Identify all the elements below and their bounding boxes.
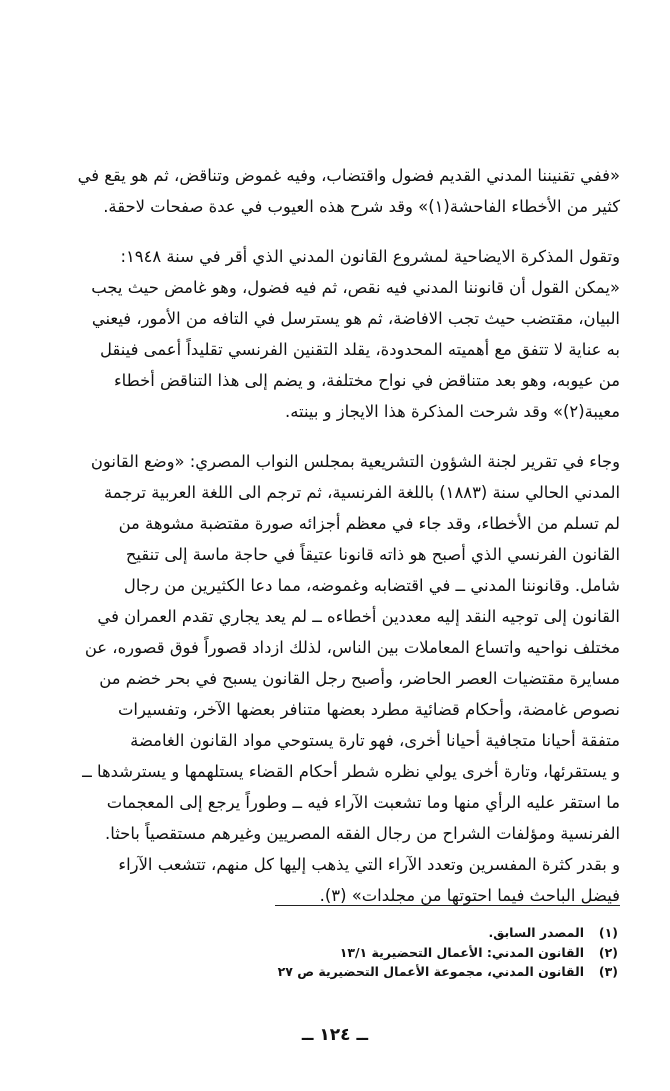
text-line: القانون إلى توجيه النقد إليه معددين أخطاءه ــ لم يعد يجاري تقدم العمران في	[97, 607, 620, 626]
footnote-2	[58, 943, 618, 963]
text-line: «يمكن القول أن قانوننا المدني فيه نقص، ثم فيه فضول، وهو غامض حيث يجب	[91, 278, 620, 297]
paragraph-2	[50, 241, 620, 427]
text-line: كثير من الأخطاء الفاحشة(١)» وقد شرح هذه العيوب في عدة صفحات لاحقة.	[103, 197, 620, 216]
paragraph-3	[50, 446, 620, 911]
text-line: به عناية لا تتفق مع أهميته المحدودة، يقلد التقنين الفرنسي تقليداً أعمى فينقل	[100, 340, 620, 359]
footnote-text: المصدر السابق.	[488, 925, 584, 940]
text-line: من عيوبه، وهو بعد متناقض في نواح مختلفة، و يضم إلى هذا التناقض أخطاء	[113, 371, 620, 390]
footnote-3	[58, 962, 618, 982]
text-line: معيبة(٢)» وقد شرحت المذكرة هذا الايجاز و بينته.	[285, 402, 620, 421]
text-line: نصوص غامضة، وأحكام قضائية مطرد بعضها متنافر بعضها الآخر، وتفسيرات	[117, 700, 620, 719]
text-line: مختلف نواحيه واتساع المعاملات بين الناس، لذلك ازداد قصوراً فوق قصوره، عن	[84, 638, 620, 657]
footnote-1	[58, 923, 618, 943]
text-line: لم تسلم من الأخطاء، وقد جاء في معظم أجزائه صورة مقتضبة مشوهة من	[118, 514, 620, 533]
paragraph-1	[50, 160, 620, 222]
text-line: الفرنسية ومؤلفات الشراح من رجال الفقه المصريين وغيرهم مستقصياً باحثا.	[105, 824, 620, 843]
main-text	[50, 160, 620, 911]
footnote-divider	[275, 905, 620, 906]
footnotes	[58, 923, 618, 982]
text-line: المدني الحالي سنة (١٨٨٣) باللغة الفرنسية، ثم ترجم الى اللغة العربية ترجمة	[104, 483, 620, 502]
footnote-number: (٢)	[598, 944, 618, 960]
footnote-text: القانون المدني، مجموعة الأعمال التحضيرية ص ٢٧	[277, 964, 584, 979]
text-line: شامل. وقانوننا المدني ــ في اقتضابه وغموضه، مما دعا الكثيرين من رجال	[123, 576, 620, 595]
text-line: فيضل الباحث فيما احتوتها من مجلدات» (٣).	[319, 886, 620, 905]
text-line: القانون الفرنسي الذي أصبح هو ذاته قانونا عتيقاً في حاجة ماسة إلى تنقيح	[125, 545, 620, 564]
text-line: مسايرة مقتضيات العصر الحاضر، وأصبح رجل القانون يسبح في بحر خضم من	[99, 669, 620, 688]
footnote-text: القانون المدني: الأعمال التحضيرية ١٣/١	[339, 944, 584, 960]
text-line: ما استقر عليه الرأي منها وما تشعبت الآراء فيه ــ وطوراً يرجع إلى المعجمات	[106, 793, 620, 812]
text-line: «ففي تقنيننا المدني القديم فضول واقتضاب، وفيه غموض وتناقض، ثم هو يقع في	[77, 166, 620, 185]
text-line: متفقة أحيانا متجافية أحيانا أخرى، فهو تارة يستوحي مواد القانون الغامضة	[130, 731, 620, 750]
page-number: ــ ١٢٤ ــ	[301, 1025, 369, 1045]
text-line: و يستقرئها، وتارة أخرى يولي نظره شطر أحكام القضاء يستلهمها و يسترشدها ــ	[82, 762, 620, 781]
text-line: وتقول المذكرة الايضاحية لمشروع القانون المدني الذي أقر في سنة ١٩٤٨:	[120, 247, 620, 266]
text-line: البيان، مقتضب حيث تجب الافاضة، ثم هو يسترسل في التافه من الأمور، فيعني	[91, 309, 620, 328]
footnote-number: (١)	[598, 925, 618, 940]
text-line: وجاء في تقرير لجنة الشؤون التشريعية بمجلس النواب المصري: «وضع القانون	[90, 452, 620, 471]
footnote-number: (٣)	[598, 964, 618, 979]
text-line: و بقدر كثرة المفسرين وتعدد الآراء التي يذهب إليها كل منهم، تتشعب الآراء	[118, 855, 620, 874]
